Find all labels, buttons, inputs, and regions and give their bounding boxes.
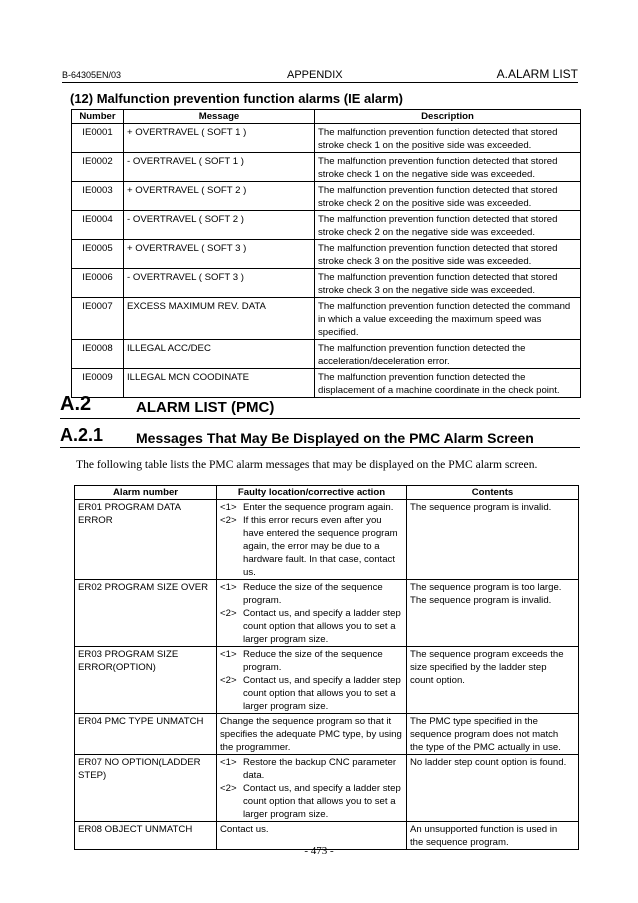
alarm-description: [315, 269, 581, 298]
step-line: If this error recurs even after you: [243, 515, 382, 526]
alarm-message: + OVERTRAVEL ( SOFT 2 ): [124, 182, 315, 211]
alarm-number-line: ERROR: [78, 515, 113, 526]
step-text: [243, 782, 403, 821]
contents-line: The sequence program is invalid.: [410, 595, 552, 606]
page-header: [62, 66, 578, 83]
alarm-message: - OVERTRAVEL ( SOFT 3 ): [124, 269, 315, 298]
step-line: program.: [243, 595, 282, 606]
alarm-number-line: ER08 OBJECT UNMATCH: [78, 824, 193, 835]
step-line: larger program size.: [243, 809, 329, 820]
ie-section-title: (12) Malfunction prevention function alarms (IE alarm): [70, 91, 403, 106]
table-row: [72, 124, 581, 153]
pmc-table-header: [75, 486, 579, 500]
contents-cell: [407, 500, 579, 580]
table-row: [72, 340, 581, 369]
table-row: [72, 298, 581, 340]
alarm-number: IE0002: [72, 153, 124, 182]
step-line: program.: [243, 662, 282, 673]
header-chapter: A.ALARM LIST: [496, 67, 578, 81]
step-line: count option that allows you to set a: [243, 688, 396, 699]
step-text: [243, 501, 403, 514]
action-step: [220, 607, 403, 646]
step-marker: <1>: [220, 649, 237, 660]
corrective-action-cell: [217, 500, 407, 580]
description-line: specified.: [318, 327, 359, 338]
step-line: Reduce the size of the sequence: [243, 582, 383, 593]
description-line: The malfunction prevention function detected the: [318, 343, 526, 354]
action-step: [220, 501, 403, 514]
corrective-action-cell: [217, 755, 407, 822]
alarm-number: IE0001: [72, 124, 124, 153]
action-step: [220, 581, 403, 607]
alarm-number-line: ER04 PMC TYPE UNMATCH: [78, 716, 204, 727]
ie-alarm-table: [71, 109, 581, 398]
contents-cell: [407, 755, 579, 822]
alarm-number-cell: [75, 755, 217, 822]
table-row: [72, 240, 581, 269]
action-step: [220, 782, 403, 821]
alarm-message: EXCESS MAXIMUM REV. DATA: [124, 298, 315, 340]
alarm-number: IE0009: [72, 369, 124, 398]
description-line: stroke check 2 on the negative side was exceeded.: [318, 227, 536, 238]
corrective-action-cell: [217, 647, 407, 714]
alarm-number-line: STEP): [78, 770, 107, 781]
description-line: The malfunction prevention function detected that stored: [318, 127, 558, 138]
action-line: the programmer.: [220, 742, 291, 753]
step-line: hardware fault. In that case, contact: [243, 554, 395, 565]
step-text: [243, 756, 403, 782]
alarm-number: IE0003: [72, 182, 124, 211]
alarm-description: [315, 340, 581, 369]
step-line: count option that allows you to set a: [243, 796, 396, 807]
section-a2-heading: [60, 394, 580, 419]
contents-line: The sequence program is invalid.: [410, 502, 552, 513]
alarm-message: ILLEGAL MCN COODINATE: [124, 369, 315, 398]
alarm-description: [315, 124, 581, 153]
table-row: [75, 647, 579, 714]
step-line: data.: [243, 770, 265, 781]
corrective-action-cell: [217, 580, 407, 647]
contents-cell: [407, 580, 579, 647]
step-marker: <1>: [220, 502, 237, 513]
col-alarm-number: Alarm number: [75, 486, 217, 500]
alarm-number-cell: [75, 500, 217, 580]
step-text: [243, 514, 403, 579]
alarm-number-line: ERROR(OPTION): [78, 662, 156, 673]
alarm-message: - OVERTRAVEL ( SOFT 1 ): [124, 153, 315, 182]
description-line: stroke check 1 on the negative side was exceeded.: [318, 169, 536, 180]
alarm-message: ILLEGAL ACC/DEC: [124, 340, 315, 369]
action-step: [220, 648, 403, 674]
step-text: [243, 674, 403, 713]
step-text: [243, 648, 403, 674]
step-line: Contact us, and specify a ladder step: [243, 675, 401, 686]
doc-number: B-64305EN/03: [62, 70, 122, 80]
description-line: The malfunction prevention function detected the: [318, 372, 526, 383]
col-description: Description: [315, 110, 581, 124]
section-title: ALARM LIST (PMC): [136, 399, 275, 416]
step-line: Restore the backup CNC parameter: [243, 757, 397, 768]
subsection-title: Messages That May Be Displayed on the PMC Alarm Screen: [136, 430, 534, 446]
contents-cell: [407, 647, 579, 714]
col-corrective-action: Faulty location/corrective action: [217, 486, 407, 500]
action-line: specifies the adequate PMC type, by using: [220, 729, 402, 740]
col-message: Message: [124, 110, 315, 124]
action-line: Contact us.: [220, 824, 269, 835]
alarm-number-cell: [75, 647, 217, 714]
description-line: The malfunction prevention function detected that stored: [318, 185, 558, 196]
step-line: Contact us, and specify a ladder step: [243, 783, 401, 794]
section-a21-heading: [60, 425, 580, 448]
step-line: Contact us, and specify a ladder step: [243, 608, 401, 619]
alarm-description: [315, 298, 581, 340]
description-line: The malfunction prevention function detected that stored: [318, 156, 558, 167]
contents-line: the type of the PMC actually in use.: [410, 742, 561, 753]
alarm-number: IE0008: [72, 340, 124, 369]
alarm-number: IE0005: [72, 240, 124, 269]
description-line: The malfunction prevention function detected that stored: [318, 214, 558, 225]
step-marker: <1>: [220, 582, 237, 593]
alarm-number-line: ER03 PROGRAM SIZE: [78, 649, 179, 660]
col-number: Number: [72, 110, 124, 124]
step-line: again, the error may be due to a: [243, 541, 380, 552]
contents-cell: [407, 714, 579, 755]
table-row: [75, 500, 579, 580]
alarm-number-line: ER01 PROGRAM DATA: [78, 502, 182, 513]
table-row: [72, 211, 581, 240]
section-number: A.2: [60, 393, 92, 415]
action-line: Change the sequence program so that it: [220, 716, 392, 727]
contents-line: the sequence program.: [410, 837, 509, 848]
contents-line: sequence program does not match: [410, 729, 559, 740]
step-marker: <2>: [220, 783, 237, 794]
alarm-description: [315, 153, 581, 182]
action-step: [220, 514, 403, 579]
step-line: count option that allows you to set a: [243, 621, 396, 632]
alarm-number: IE0007: [72, 298, 124, 340]
alarm-number-line: ER02 PROGRAM SIZE OVER: [78, 582, 209, 593]
alarm-message: + OVERTRAVEL ( SOFT 1 ): [124, 124, 315, 153]
alarm-number-cell: [75, 714, 217, 755]
table-row: [75, 714, 579, 755]
step-line: us.: [243, 567, 256, 578]
step-marker: <2>: [220, 515, 237, 526]
ie-table-header: [72, 110, 581, 124]
step-marker: <2>: [220, 608, 237, 619]
pmc-alarm-table: [74, 485, 579, 850]
alarm-message: + OVERTRAVEL ( SOFT 3 ): [124, 240, 315, 269]
action-step: [220, 756, 403, 782]
alarm-number-cell: [75, 580, 217, 647]
alarm-description: [315, 240, 581, 269]
step-text: [243, 581, 403, 607]
table-row: [75, 580, 579, 647]
alarm-description: [315, 182, 581, 211]
step-marker: <1>: [220, 757, 237, 768]
alarm-message: - OVERTRAVEL ( SOFT 2 ): [124, 211, 315, 240]
step-line: Enter the sequence program again.: [243, 502, 394, 513]
contents-line: An unsupported function is used in: [410, 824, 558, 835]
description-line: stroke check 1 on the positive side was exceeded.: [318, 140, 532, 151]
intro-paragraph: The following table lists the PMC alarm messages that may be displayed on the PMC alarm screen.: [76, 458, 538, 471]
table-row: [72, 153, 581, 182]
alarm-number-line: ER07 NO OPTION(LADDER: [78, 757, 201, 768]
page-number: - 473 -: [304, 845, 334, 857]
description-line: stroke check 2 on the positive side was exceeded.: [318, 198, 532, 209]
alarm-number: IE0004: [72, 211, 124, 240]
alarm-number: IE0006: [72, 269, 124, 298]
action-step: [220, 674, 403, 713]
table-row: [72, 269, 581, 298]
description-line: The malfunction prevention function detected the command: [318, 301, 571, 312]
description-line: The malfunction prevention function detected that stored: [318, 243, 558, 254]
contents-line: size specified by the ladder step: [410, 662, 547, 673]
description-line: displacement of a machine coordinate in the check point.: [318, 385, 560, 396]
subsection-number: A.2.1: [60, 425, 104, 445]
alarm-description: [315, 211, 581, 240]
corrective-action-cell: [217, 714, 407, 755]
contents-line: count option.: [410, 675, 465, 686]
description-line: stroke check 3 on the negative side was exceeded.: [318, 285, 536, 296]
contents-line: The PMC type specified in the: [410, 716, 538, 727]
step-line: larger program size.: [243, 634, 329, 645]
description-line: The malfunction prevention function detected that stored: [318, 272, 558, 283]
contents-line: The sequence program exceeds the: [410, 649, 564, 660]
description-line: in which a value exceeding the maximum speed was: [318, 314, 542, 325]
step-line: have entered the sequence program: [243, 528, 398, 539]
description-line: acceleration/deceleration error.: [318, 356, 450, 367]
header-section: APPENDIX: [287, 69, 343, 81]
table-row: [72, 182, 581, 211]
col-contents: Contents: [407, 486, 579, 500]
step-line: Reduce the size of the sequence: [243, 649, 383, 660]
step-marker: <2>: [220, 675, 237, 686]
step-line: larger program size.: [243, 701, 329, 712]
description-line: stroke check 3 on the positive side was exceeded.: [318, 256, 532, 267]
step-text: [243, 607, 403, 646]
contents-line: The sequence program is too large.: [410, 582, 562, 593]
table-row: [75, 755, 579, 822]
contents-line: No ladder step count option is found.: [410, 757, 567, 768]
